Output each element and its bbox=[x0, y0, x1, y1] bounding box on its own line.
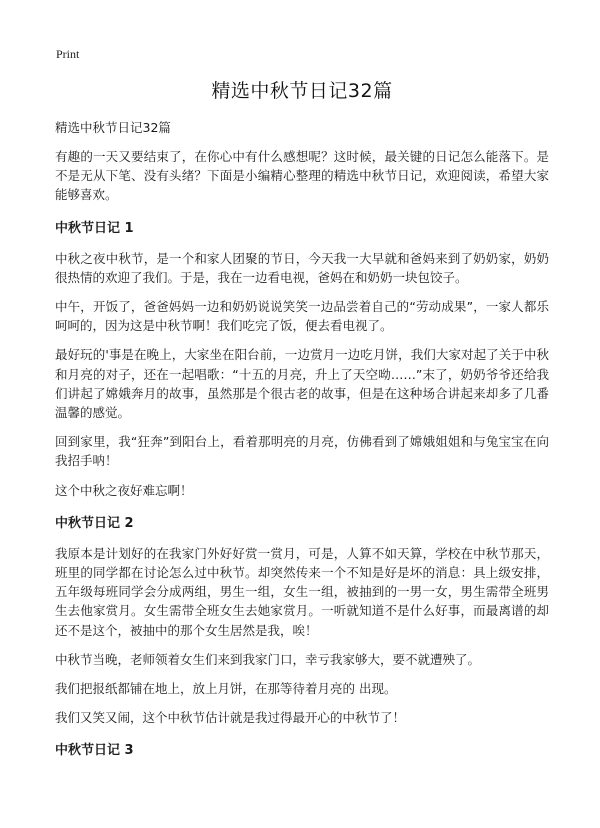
section-paragraph: 中午，开饭了，爸爸妈妈一边和奶奶说说笑笑一边品尝着自己的“劳动成果”，一家人都乐呵呵的，因为这是中秋节啊！我们吃完了饭，便去看电视了。 bbox=[55, 299, 549, 334]
print-link[interactable]: Print bbox=[56, 47, 80, 61]
section-heading: 中秋节日记 2 bbox=[55, 515, 134, 531]
section-paragraph: 我们把报纸都铺在地上，放上月饼，在那等待着月亮的 出现。 bbox=[55, 681, 397, 697]
section-paragraph: 最好玩的'事是在晚上，大家坐在阳台前，一边赏月一边吃月饼，我们大家对起了关于中秋和月亮的对子，还在一起唱歌：“十五的月亮，升上了天空呦……”末了，奶奶爷爷还给我们讲起了嫦娥奔月的故事，虽然那是个很古老的故事，但是在这种场合讲起来却多了几番温馨的感觉。 bbox=[55, 347, 549, 421]
section-paragraph: 我原本是计划好的在我家门外好好赏一赏月，可是，人算不如天算，学校在中秋节那天，班里的同学都在讨论怎么过中秋节。却突然传来一个不知是好是坏的消息：具上级安排，五年级每班同学会分成两组，男生一组，女生一组，被抽到的一男一女，男生需带全班男生去他家赏月。女生需带全班女生去她家赏月。一听就知道不是什么好事，而最离谱的却还不是这个，被抽中的那个女生居然是我，唉！ bbox=[55, 545, 549, 638]
intro-paragraph: 有趣的一天又要结束了，在你心中有什么感想呢？这时候，最关键的日记怎么能落下。是不是无从下笔、没有头绪？下面是小编精心整理的精选中秋节日记，欢迎阅读，希望大家能够喜欢。 bbox=[55, 149, 549, 203]
section-paragraph: 这个中秋之夜好难忘啊！ bbox=[55, 482, 193, 498]
diary-section-1 bbox=[55, 219, 549, 500]
section-heading: 中秋节日记 3 bbox=[55, 743, 134, 759]
diary-section-2 bbox=[55, 514, 549, 728]
diary-section-3 bbox=[55, 741, 549, 761]
section-paragraph: 我们又笑又闹，这个中秋节估计就是我过得最开心的中秋节了！ bbox=[55, 710, 406, 726]
page-title: 精选中秋节日记32篇 bbox=[211, 80, 393, 102]
section-paragraph: 中秋节当晚，老师领着女生们来到我家门口，幸亏我家够大，要不就遭殃了。 bbox=[55, 651, 481, 667]
document-body bbox=[55, 78, 549, 761]
document-subtitle: 精选中秋节日记32篇 bbox=[55, 120, 171, 135]
section-paragraph: 回到家里，我“狂奔”到阳台上，看着那明亮的月亮，仿佛看到了嫦娥姐姐和与兔宝宝在向我招手呐！ bbox=[55, 434, 549, 469]
section-paragraph: 中秋之夜中秋节，是一个和家人团聚的节日，今天我一大早就和爸妈来到了奶奶家，奶奶很热情的欢迎了我们。于是，我在一边看电视，爸妈在和奶奶一块包饺子。 bbox=[55, 250, 549, 285]
section-heading: 中秋节日记 1 bbox=[55, 220, 134, 236]
